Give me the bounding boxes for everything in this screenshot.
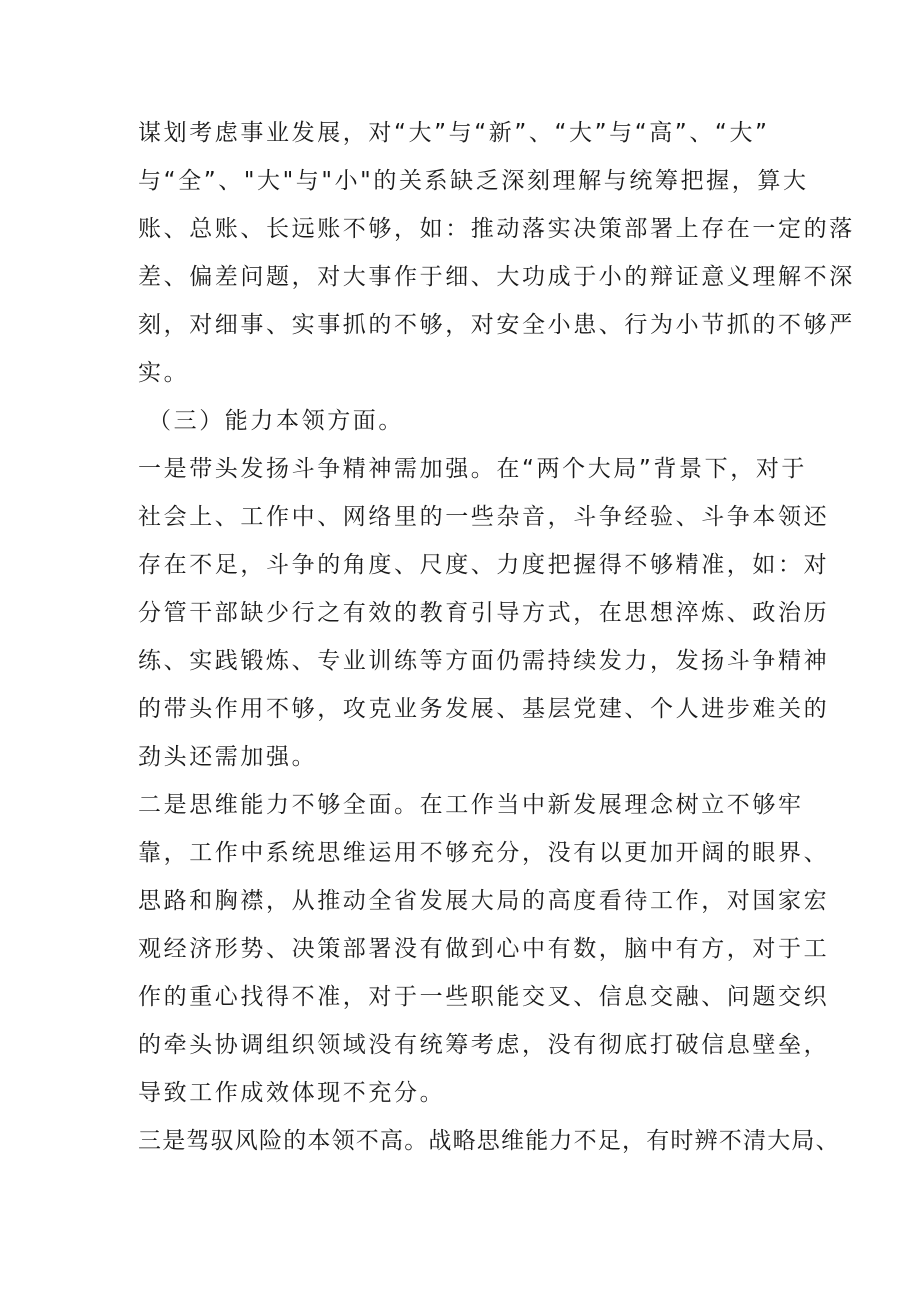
- text-line: 导致工作成效体现不充分。: [138, 1080, 446, 1106]
- text-line: 账、总账、长远账不够，如：推动落实决策部署上存在一定的落: [138, 216, 855, 242]
- text-line: 差、偏差问题，对大事作于细、大功成于小的辩证意义理解不深: [138, 264, 855, 290]
- text-line: 的牵头协调组织领域没有统筹考虑，没有彻底打破信息壁垒，: [138, 1032, 830, 1058]
- section-heading: （三）能力本领方面。: [148, 408, 404, 434]
- text-line: 的带头作用不够，攻克业务发展、基层党建、个人进步难关的: [138, 696, 830, 722]
- text-line: 靠，工作中系统思维运用不够充分，没有以更加开阔的眼界、: [138, 840, 830, 866]
- text-line: 三是驾驭风险的本领不高。战略思维能力不足，有时辨不清大局、: [138, 1128, 840, 1154]
- text-line: 分管干部缺少行之有效的教育引导方式，在思想淬炼、政治历: [138, 600, 830, 626]
- text-line: 劲头还需加强。: [138, 744, 318, 770]
- text-line: 思路和胸襟，从推动全省发展大局的高度看待工作，对国家宏: [138, 888, 830, 914]
- text-line: 作的重心找得不准，对于一些职能交叉、信息交融、问题交织: [138, 984, 830, 1010]
- text-line: 谋划考虑事业发展，对“大”与“新”、“大”与“高”、“大”: [138, 120, 770, 146]
- text-line: 观经济形势、决策部署没有做到心中有数，脑中有方，对于工: [138, 936, 830, 962]
- text-line: 社会上、工作中、网络里的一些杂音，斗争经验、斗争本领还: [138, 504, 830, 530]
- text-line: 存在不足，斗争的角度、尺度、力度把握得不够精准，如：对: [138, 552, 830, 578]
- text-line: 刻，对细事、实事抓的不够，对安全小患、行为小节抓的不够严: [138, 312, 855, 338]
- text-line: 一是带头发扬斗争精神需加强。在“两个大局”背景下，对于: [138, 456, 808, 482]
- text-line: 与“全”、"大"与"小"的关系缺乏深刻理解与统筹把握，算大: [138, 168, 809, 194]
- text-line: 实。: [138, 360, 190, 386]
- text-line: 二是思维能力不够全面。在工作当中新发展理念树立不够牢: [138, 792, 804, 818]
- text-line: 练、实践锻炼、专业训练等方面仍需持续发力，发扬斗争精神: [138, 648, 830, 674]
